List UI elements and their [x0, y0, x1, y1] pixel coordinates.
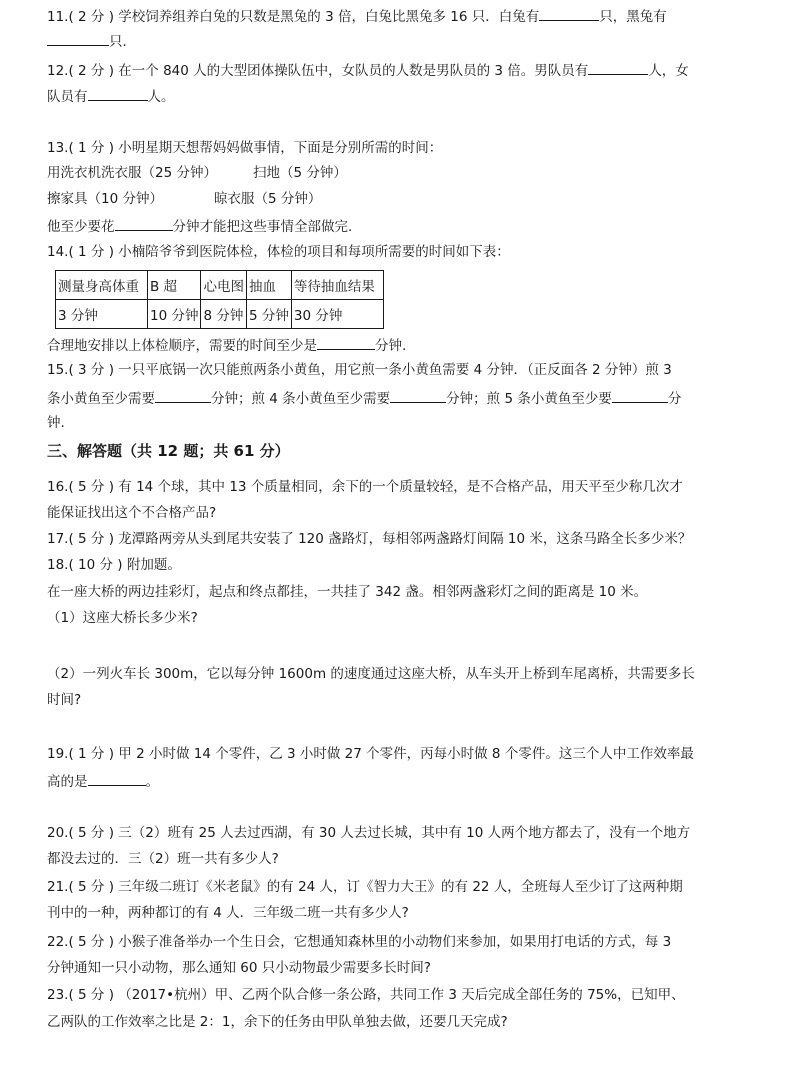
question-text: 都没去过的．三（2）班一共有多少人? [47, 851, 279, 867]
question-number: 23. [47, 987, 69, 1003]
section-heading: 三、解答题（共 12 题；共 61 分） [47, 442, 290, 460]
question-number: 18. [47, 557, 69, 573]
question-23-line-1 [47, 986, 685, 1004]
question-text: 分钟. [375, 338, 407, 354]
answer-blank[interactable] [539, 6, 599, 21]
question-text: 钟. [47, 415, 65, 431]
question-number: 12. [47, 63, 69, 79]
question-text: 甲 2 小时做 14 个零件，乙 3 小时做 27 个零件，丙每小时做 8 个零件。这三个人中工作效率最 [118, 746, 694, 762]
question-text: 队员有 [47, 89, 88, 105]
answer-blank[interactable] [88, 771, 146, 786]
question-16-line-1 [47, 478, 683, 496]
question-21-line-1 [47, 878, 683, 896]
question-18-sub-2-line-2 [47, 691, 81, 709]
table-header-cell: 测量身高体重 [56, 271, 148, 300]
task-wipe: 擦家具（10 分钟） [47, 191, 163, 207]
question-22-line-1 [47, 933, 671, 951]
question-text: （2017•杭州）甲、乙两个队合修一条公路，共同工作 3 天后完成全部任务的 75%，已知甲、 [118, 987, 685, 1003]
question-text: （2）一列火车长 300m，它以每分钟 1600m 的速度通过这座大桥，从车头开上桥到车尾离桥，共需要多长 [47, 666, 695, 682]
answer-blank[interactable] [115, 216, 173, 231]
question-score: ( 3 分 ) [68, 362, 114, 378]
question-number: 13. [47, 140, 69, 156]
question-13-line-4 [47, 216, 352, 236]
question-score: ( 5 分 ) [68, 934, 114, 950]
question-text: 有 14 个球，其中 13 个质量相同，余下的一个质量较轻，是不合格产品，用天平至少称几次才 [118, 479, 683, 495]
answer-blank[interactable] [390, 388, 446, 403]
table-row [56, 300, 384, 329]
table-header-cell: 抽血 [246, 271, 291, 300]
task-hang: 晾衣服（5 分钟） [214, 191, 322, 207]
question-text: 刊中的一种，两种都订的有 4 人．三年级二班一共有多少人? [47, 905, 409, 921]
question-score: ( 1 分 ) [68, 140, 114, 156]
table-cell: 10 分钟 [148, 300, 201, 329]
task-wash: 用洗衣机洗衣服（25 分钟） [47, 165, 217, 181]
question-20-line-2 [47, 850, 279, 868]
question-11-line-1 [47, 6, 667, 26]
table-header-cell: B 超 [148, 271, 201, 300]
question-13-tasks-row-2 [47, 190, 163, 208]
question-text: 只，黑兔有 [599, 9, 667, 25]
answer-blank[interactable] [88, 86, 148, 101]
answer-blank[interactable] [47, 31, 109, 46]
question-13-line-1 [47, 139, 442, 157]
question-15-line-3 [47, 414, 65, 432]
question-text: 乙两队的工作效率之比是 2：1，余下的任务由甲队单独去做，还要几天完成? [47, 1014, 508, 1030]
question-text: 。 [145, 774, 159, 790]
question-number: 17. [47, 531, 69, 547]
question-score: ( 5 分 ) [68, 479, 114, 495]
question-score: ( 2 分 ) [68, 63, 114, 79]
question-text: 时间? [47, 692, 82, 708]
question-text: 他至少要花 [47, 219, 115, 235]
question-text: 分钟；煎 4 条小黄鱼至少需要 [211, 391, 391, 407]
question-score: ( 5 分 ) [68, 879, 114, 895]
question-text: 分钟；煎 5 条小黄鱼至少要 [446, 391, 612, 407]
question-18-sub-1 [47, 609, 198, 627]
question-19-line-2 [47, 771, 159, 791]
table-header-cell: 心电图 [201, 271, 247, 300]
question-text: 只． [109, 34, 136, 50]
table-header-row [56, 271, 384, 300]
question-12-line-1 [47, 60, 689, 80]
question-score: ( 1 分 ) [68, 746, 114, 762]
question-text: 人，女 [648, 63, 689, 79]
question-number: 14. [47, 244, 69, 260]
question-text: 龙潭路两旁从头到尾共安装了 120 盏路灯，每相邻两盏路灯间隔 10 米，这条马路全长多少米？ [118, 531, 692, 547]
answer-blank[interactable] [155, 388, 211, 403]
question-text: 附加题。 [126, 557, 181, 573]
question-text: 在一座大桥的两边挂彩灯，起点和终点都挂，一共挂了 342 盏。相邻两盏彩灯之间的距离是 10 米。 [47, 584, 648, 600]
question-13-task-sweep [253, 164, 347, 182]
answer-blank[interactable] [588, 60, 648, 75]
question-18-line-1 [47, 556, 181, 574]
question-number: 21. [47, 879, 69, 895]
question-20-line-1 [47, 824, 690, 842]
table-cell: 5 分钟 [246, 300, 291, 329]
answer-blank[interactable] [317, 335, 375, 350]
table-cell: 30 分钟 [291, 300, 383, 329]
question-text: （1）这座大桥长多少米? [47, 610, 198, 626]
question-13-task-hang [214, 190, 321, 208]
table-header-cell: 等待抽血结果 [291, 271, 383, 300]
question-number: 16. [47, 479, 69, 495]
question-text: 条小黄鱼至少需要 [47, 391, 155, 407]
question-15-line-2 [47, 388, 681, 408]
question-number: 20. [47, 825, 69, 841]
question-text: 人。 [147, 89, 175, 105]
question-text: 分钟通知一只小动物，那么通知 60 只小动物最少需要多长时间? [47, 960, 431, 976]
question-23-line-2 [47, 1013, 508, 1031]
question-score: ( 5 分 ) [68, 825, 114, 841]
exam-time-table [55, 270, 384, 329]
question-13-tasks-row-1 [47, 164, 217, 182]
question-text: 三年级二班订《米老鼠》的有 24 人，订《智力大王》的有 22 人，全班每人至少订了这两种期 [118, 879, 683, 895]
question-text: 三（2）班有 25 人去过西湖，有 30 人去过长城，其中有 10 人两个地方都去了，没有一个地方 [118, 825, 691, 841]
question-19-line-1 [47, 745, 694, 763]
question-text: 小猴子准备举办一个生日会，它想通知森林里的小动物们来参加，如果用打电话的方式，每 3 [118, 934, 672, 950]
question-14-line-1 [47, 243, 510, 261]
question-number: 19. [47, 746, 69, 762]
question-15-line-1 [47, 361, 672, 379]
question-text: 学校饲养组养白兔的只数是黑兔的 3 倍，白兔比黑兔多 16 只．白兔有 [118, 9, 540, 25]
question-text: 一只平底锅一次只能煎两条小黄鱼，用它煎一条小黄鱼需要 4 分钟．（正反面各 2 分钟）煎 3 [118, 362, 672, 378]
question-11-line-2 [47, 31, 136, 51]
question-text: 小楠陪爷爷到医院体检，体检的项目和每项所需要的时间如下表： [118, 244, 510, 260]
table-cell: 3 分钟 [56, 300, 148, 329]
question-number: 22. [47, 934, 69, 950]
question-text: 分 [667, 391, 682, 407]
question-18-line-2 [47, 583, 647, 601]
question-22-line-2 [47, 959, 431, 977]
question-17-line-1 [47, 530, 691, 548]
question-text: 能保证找出这个不合格产品? [47, 505, 217, 521]
question-number: 15. [47, 362, 69, 378]
question-text: 高的是 [47, 774, 88, 790]
question-text: 在一个 840 人的大型团体操队伍中，女队员的人数是男队员的 3 倍。男队员有 [118, 63, 589, 79]
question-14-line-2 [47, 335, 406, 355]
question-text: 小明星期天想帮妈妈做事情，下面是分别所需的时间： [118, 140, 443, 156]
task-sweep: 扫地（5 分钟） [253, 165, 347, 181]
question-score: ( 10 分 ) [68, 557, 123, 573]
question-21-line-2 [47, 904, 409, 922]
question-score: ( 5 分 ) [68, 531, 114, 547]
answer-blank[interactable] [612, 388, 668, 403]
question-number: 11. [47, 9, 69, 25]
question-16-line-2 [47, 504, 216, 522]
question-score: ( 2 分 ) [68, 9, 114, 25]
question-text: 分钟才能把这些事情全部做完. [172, 219, 353, 235]
question-18-sub-2-line-1 [47, 665, 695, 683]
table-cell: 8 分钟 [201, 300, 247, 329]
question-score: ( 1 分 ) [68, 244, 114, 260]
question-text: 合理地安排以上体检顺序，需要的时间至少是 [47, 338, 317, 354]
question-12-line-2 [47, 86, 175, 106]
question-score: ( 5 分 ) [68, 987, 114, 1003]
